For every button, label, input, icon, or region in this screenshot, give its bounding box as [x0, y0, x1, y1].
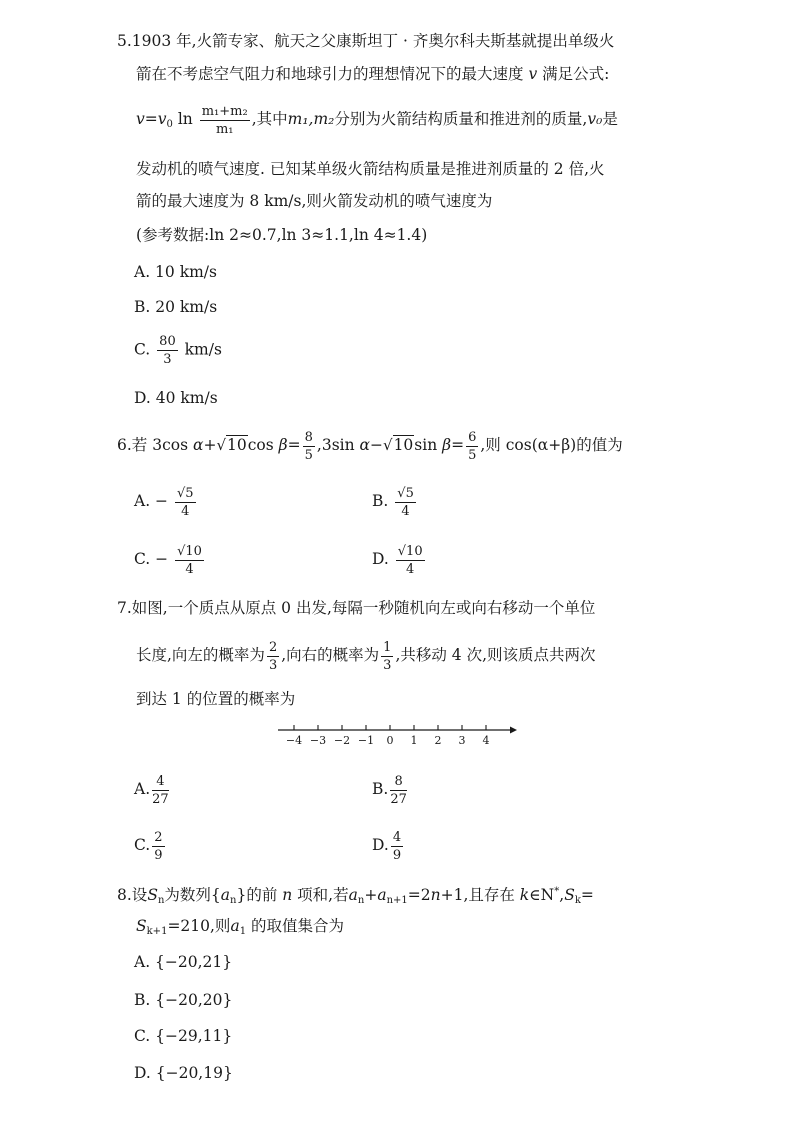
q5-formula-fraction: $\frac{\text{m₁+m₂}}{\text{m₁}}$ — [201, 103, 248, 137]
number-line-label: −4 — [285, 734, 303, 747]
q5-reference-data: (参考数据:ln 2≈0.7,ln 3≈1.1,ln 4≈1.4) — [136, 226, 428, 244]
number-line-label: 0 — [386, 734, 394, 747]
q7-option-a[interactable]: A. $\frac{4}{27}$ — [134, 773, 169, 807]
q5-option-a[interactable]: A. 10 km/s — [134, 263, 217, 281]
q6-stem: 6.若 3cos α+√10cos β= $\frac{8}{5}$ ,3sin α−√10sin β= $\frac{6}{5}$ ,则 cos(α+β)的值为 — [117, 429, 623, 463]
q7-line1: 7.如图,一个质点从原点 0 出发,每隔一秒随机向左或向右移动一个单位 — [117, 599, 596, 617]
number-line-label: −2 — [333, 734, 351, 747]
q5-line2: 箭在不考虑空气阻力和地球引力的理想情况下的最大速度 v 满足公式: — [136, 65, 610, 83]
q8-option-b[interactable]: B. {−20,20} — [134, 991, 233, 1009]
q8-number: 8. — [117, 886, 132, 905]
q8-line1: 8.设$S_n$为数列$\{a_n\}$的前 n 项和,若$a_n+a_{n+1}=2n+1$,且存在 $k\in N^*,S_k=$ — [117, 886, 594, 907]
q5-option-c[interactable]: C. $\frac{80}{3}$ km/s — [134, 334, 222, 367]
number-line-figure — [270, 718, 520, 748]
number-line-label: 2 — [434, 734, 442, 747]
q8-option-d[interactable]: D. {−20,19} — [134, 1064, 233, 1082]
q6-option-b[interactable]: B. $\frac{√5}{4}$ — [372, 485, 414, 519]
q7-option-d[interactable]: D. $\frac{4}{9}$ — [372, 829, 402, 863]
q5-line5: 箭的最大速度为 8 km/s,则火箭发动机的喷气速度为 — [136, 192, 493, 210]
q7-option-c[interactable]: C. $\frac{2}{9}$ — [134, 829, 163, 863]
number-line-label: 1 — [410, 734, 418, 747]
q7-line2: 长度,向左的概率为 $\frac{2}{3}$ ,向右的概率为 $\frac{1}{3}$ ,共移动 4 次,则该质点共两次 — [136, 639, 596, 673]
q8-option-a[interactable]: A. {−20,21} — [134, 953, 233, 971]
number-line-ticks — [286, 725, 490, 747]
q7-option-b[interactable]: B. $\frac{8}{27}$ — [372, 773, 407, 807]
q6-option-d[interactable]: D. $\frac{√10}{4}$ — [372, 543, 423, 577]
q5-option-b[interactable]: B. 20 km/s — [134, 298, 218, 316]
q6-option-c[interactable]: C. − $\frac{√10}{4}$ — [134, 543, 202, 577]
number-line-label: −3 — [309, 734, 327, 747]
q7-line3: 到达 1 的位置的概率为 — [136, 690, 296, 708]
q5-line1: 5.1903 年,火箭专家、航天之父康斯坦丁 · 齐奥尔科夫斯基就提出单级火 — [117, 32, 615, 50]
q7-number: 7. — [117, 599, 132, 617]
number-line-label: 4 — [482, 734, 490, 747]
q5-option-d[interactable]: D. 40 km/s — [134, 389, 218, 407]
q8-option-c[interactable]: C. {−29,11} — [134, 1027, 233, 1045]
q5-number: 5. — [117, 32, 132, 50]
q6-option-a[interactable]: A. − $\frac{√5}{4}$ — [134, 485, 194, 519]
number-line-arrow-icon — [510, 727, 517, 734]
number-line-label: 3 — [458, 734, 466, 747]
q5-formula-line: $v=v_0$ ln $\frac{\text{m₁+m₂}}{\text{m₁}}$ ,其中m₁,m₂分别为火箭结构质量和推进剂的质量,v₀是 — [136, 103, 618, 137]
q6-number: 6. — [117, 436, 132, 454]
q5-line4: 发动机的喷气速度. 已知某单级火箭结构质量是推进剂质量的 2 倍,火 — [136, 160, 605, 178]
number-line-label: −1 — [357, 734, 375, 747]
q8-line2: $S_{k+1}=210$,则$a_1$ 的取值集合为 — [136, 917, 344, 937]
